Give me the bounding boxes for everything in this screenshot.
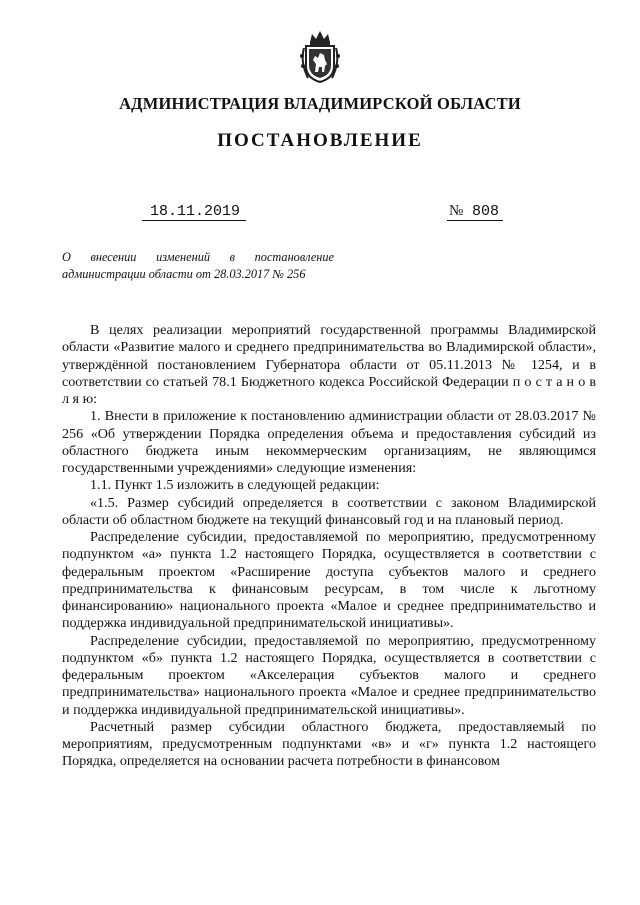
number-underline	[447, 220, 503, 221]
body-paragraph: Расчетный размер субсидии областного бюджета, предоставляемый по мероприятиям, предусмотренным подпунктами «в» и «г» пункта 1.2 настоящего Порядка, определяется на основании расчета потребности в финансовом	[62, 718, 596, 770]
body-paragraph: В целях реализации мероприятий государственной программы Владимирской области «Развитие малого и среднего предпринимательства во Владимирской области», утверждённой постановлением Губернатора области от 05.11.2013 № 1254, и в соответствии со статьей 78.1 Бюджетного кодекса Российской Федерации п о с т а н о в л я ю:	[62, 322, 596, 407]
coat-of-arms-icon	[298, 28, 342, 84]
body-paragraph: «1.5. Размер субсидий определяется в соответствии с законом Владимирской области об областном бюджете на текущий финансовый год и на плановый период.	[62, 494, 596, 528]
body-paragraph: Распределение субсидии, предоставляемой по мероприятию, предусмотренному подпунктом «а» пункта 1.2 настоящего Порядка, осуществляется в соответствии с федеральным проектом «Расширение доступа субъектов малого и среднего предпринимательства к финансовым ресурсам, в том числе к льготному финансированию» национального проекта «Малое и среднее предпринимательство и поддержка индивидуальной предпринимательской инициативы».	[62, 529, 596, 632]
organization-title: АДМИНИСТРАЦИЯ ВЛАДИМИРСКОЙ ОБЛАСТИ	[119, 94, 521, 113]
body-paragraph: 1. Внести в приложение к постановлению администрации области от 28.03.2017 № 256 «Об утверждении Порядка определения объема и предоставления субсидий из областного бюджета иным некоммерческим организациям, не являющимся государственными учреждениями» следующие изменения:	[62, 408, 596, 476]
document-type-title: ПОСТАНОВЛЕНИЕ	[217, 130, 423, 151]
document-subject: О внесении изменений в постановление администрации области от 28.03.2017 № 256	[62, 250, 334, 281]
document-number: 808	[472, 203, 500, 220]
body-paragraph: Распределение субсидии, предоставляемой по мероприятию, предусмотренному подпунктом «б» пункта 1.2 настоящего Порядка, осуществляется в соответствии с федеральным проектом «Акселерация субъектов малого и среднего предпринимательства» национального проекта «Малое и среднее предпринимательство и поддержка индивидуальной предпринимательской инициативы».	[62, 632, 596, 718]
date-underline	[142, 220, 246, 221]
body-paragraph: 1.1. Пункт 1.5 изложить в следующей редакции:	[90, 477, 380, 494]
number-sign: №	[449, 203, 464, 219]
document-body	[62, 322, 596, 771]
document-date: 18.11.2019	[150, 203, 241, 220]
